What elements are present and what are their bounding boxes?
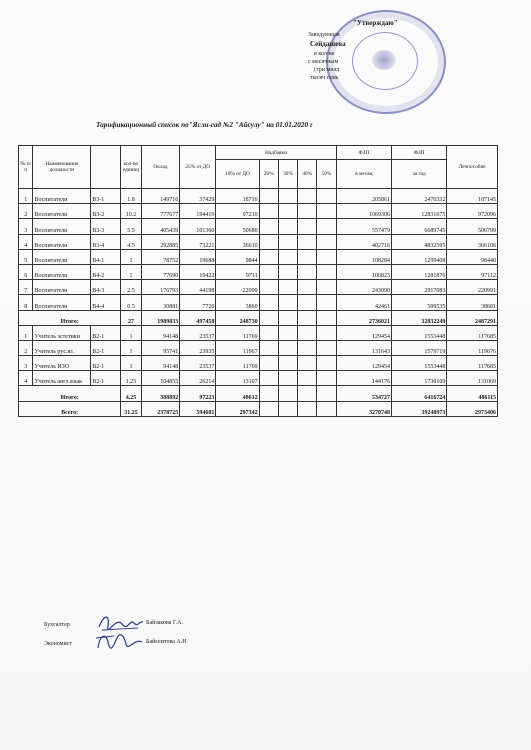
cell-units: 1: [121, 340, 141, 355]
cell-empty: [278, 249, 297, 264]
cell-units: 4.5: [121, 234, 141, 249]
cell-units: 1: [121, 264, 141, 279]
header-p20: 20%: [259, 160, 278, 189]
cell-empty: [317, 356, 336, 371]
cell-p10: 11769: [216, 325, 259, 340]
cell-units: 10.2: [121, 204, 141, 219]
cell-empty: [317, 371, 336, 386]
cell-health: 506799: [447, 219, 498, 234]
cell-category: В3-4: [91, 234, 121, 249]
cell-empty: [317, 401, 336, 416]
cell-fzp-year: 509535: [392, 295, 447, 310]
cell-fzp-month: 243090: [336, 280, 391, 295]
header-fzp-year: ФЗП: [392, 146, 447, 160]
cell-empty: [278, 356, 297, 371]
cell-fzp-year: 6689745: [392, 219, 447, 234]
header-p10: 10% от ДО: [216, 160, 259, 189]
cell-empty: [317, 219, 336, 234]
cell-p25: 19422: [180, 264, 216, 279]
cell-category: В4-2: [91, 264, 121, 279]
approval-line: Сейдашева: [310, 40, 346, 48]
tariff-table: [18, 145, 498, 417]
table-row: [19, 219, 498, 234]
cell-health: 117685: [447, 356, 498, 371]
cell-empty: [278, 371, 297, 386]
cell-position: Учитель эстетики: [33, 325, 91, 340]
cell-units: 2.5: [121, 280, 141, 295]
cell-empty: [278, 219, 297, 234]
cell-empty: [278, 340, 297, 355]
cell-empty: [298, 280, 317, 295]
cell-health: 98440: [447, 249, 498, 264]
cell-fzp-year: 4832595: [392, 234, 447, 249]
cell-empty: [259, 386, 278, 401]
total-label: Всего:: [19, 401, 121, 416]
cell-p10: 22099: [216, 280, 259, 295]
table-row: [19, 340, 498, 355]
cell-fzp-month: 144176: [336, 371, 391, 386]
cell-empty: [259, 310, 278, 325]
header-p40: 40%: [298, 160, 317, 189]
cell-fzp-year: 12831675: [392, 204, 447, 219]
approval-line: Заведующая: [308, 32, 340, 38]
total-p10: 248730: [216, 310, 259, 325]
cell-p10: 18716: [216, 189, 259, 204]
total-p10: 297342: [216, 401, 259, 416]
total-salary: 1989833: [141, 310, 180, 325]
cell-fzp-year: 1299408: [392, 249, 447, 264]
total-units: 27: [121, 310, 141, 325]
accountant-name: Байзакова Г.А.: [146, 620, 184, 626]
cell-position: Воспитатели: [33, 264, 91, 279]
total-health: 2973406: [447, 401, 498, 416]
total-p25: 594681: [180, 401, 216, 416]
cell-fzp-year: 2917083: [392, 280, 447, 295]
cell-category: В4-1: [91, 249, 121, 264]
cell-category: В4-4: [91, 295, 121, 310]
cell-p25: 23935: [180, 340, 216, 355]
total-fzp-month: 2736021: [336, 310, 391, 325]
cell-position: Воспитатели: [33, 204, 91, 219]
cell-position: Воспитатели: [33, 189, 91, 204]
cell-fzp-year: 1730109: [392, 371, 447, 386]
total-health: 486115: [447, 386, 498, 401]
cell-salary: 405439: [141, 219, 180, 234]
cell-empty: [317, 264, 336, 279]
header-p30: 30%: [278, 160, 297, 189]
table-row: [19, 234, 498, 249]
cell-p10: 9844: [216, 249, 259, 264]
header-fzp-year-sub: за год: [392, 160, 447, 189]
cell-empty: [298, 234, 317, 249]
cell-salary: 77690: [141, 264, 180, 279]
cell-empty: [298, 340, 317, 355]
cell-empty: [278, 310, 297, 325]
total-units: 4.25: [121, 386, 141, 401]
cell-p10: 97210: [216, 204, 259, 219]
cell-num: 4: [19, 234, 33, 249]
cell-empty: [317, 310, 336, 325]
cell-health: 131069: [447, 371, 498, 386]
cell-empty: [259, 325, 278, 340]
cell-health: 972096: [447, 204, 498, 219]
total-label: Итого:: [19, 310, 121, 325]
cell-empty: [259, 295, 278, 310]
cell-p10: 11967: [216, 340, 259, 355]
cell-category: В2-1: [91, 356, 121, 371]
cell-position: Воспитатели: [33, 249, 91, 264]
cell-num: 2: [19, 204, 33, 219]
cell-health: 38601: [447, 295, 498, 310]
cell-position: Учитель рус.яз.: [33, 340, 91, 355]
table-row: [19, 280, 498, 295]
cell-empty: [278, 264, 297, 279]
cell-health: 366106: [447, 234, 498, 249]
cell-num: 8: [19, 295, 33, 310]
cell-empty: [317, 189, 336, 204]
cell-empty: [298, 356, 317, 371]
cell-empty: [278, 280, 297, 295]
cell-fzp-month: 402716: [336, 234, 391, 249]
cell-empty: [259, 204, 278, 219]
cell-p25: 37429: [180, 189, 216, 204]
cell-fzp-month: 129454: [336, 356, 391, 371]
total-units: 31.25: [121, 401, 141, 416]
cell-units: 5.5: [121, 219, 141, 234]
total-p25: 497458: [180, 310, 216, 325]
table-row: [19, 204, 498, 219]
cell-empty: [317, 234, 336, 249]
cell-p25: 194419: [180, 204, 216, 219]
cell-num: 1: [19, 189, 33, 204]
cell-category: В3-3: [91, 219, 121, 234]
cell-empty: [298, 295, 317, 310]
cell-category: В2-1: [91, 371, 121, 386]
header-fzp-month-sub: в месяц: [336, 160, 391, 189]
cell-fzp-year: 1553448: [392, 356, 447, 371]
economist-name: Байсеитова А.Н: [146, 639, 187, 645]
cell-empty: [278, 204, 297, 219]
cell-fzp-month: 1069306: [336, 204, 391, 219]
table-row: [19, 371, 498, 386]
cell-empty: [298, 249, 317, 264]
cell-salary: 94148: [141, 356, 180, 371]
cell-fzp-month: 106823: [336, 264, 391, 279]
economist-role: Экономист: [44, 641, 72, 647]
cell-position: Воспитатели: [33, 280, 91, 295]
cell-empty: [259, 249, 278, 264]
cell-empty: [317, 280, 336, 295]
total-salary: 388892: [141, 386, 180, 401]
cell-fzp-month: 108284: [336, 249, 391, 264]
header-position: Наименование должности: [33, 146, 91, 189]
cell-empty: [298, 264, 317, 279]
header-salary: Оклад: [141, 146, 180, 189]
table-row: [19, 249, 498, 264]
total-p25: 97223: [180, 386, 216, 401]
cell-empty: [298, 386, 317, 401]
total-salary: 2378725: [141, 401, 180, 416]
cell-fzp-year: 1553448: [392, 325, 447, 340]
cell-salary: 176793: [141, 280, 180, 295]
table-row: [19, 356, 498, 371]
cell-empty: [259, 280, 278, 295]
cell-p10: 50680: [216, 219, 259, 234]
cell-p10: 13107: [216, 371, 259, 386]
cell-fzp-month: 131643: [336, 340, 391, 355]
header-p25: 25% от ДО: [180, 146, 216, 189]
cell-empty: [259, 219, 278, 234]
cell-empty: [278, 401, 297, 416]
cell-empty: [259, 356, 278, 371]
total-fzp-year: 39248973: [392, 401, 447, 416]
cell-p25: 7720: [180, 295, 216, 310]
header-health: Лечпособие: [447, 146, 498, 189]
total-row: [19, 401, 498, 416]
cell-health: 220991: [447, 280, 498, 295]
cell-empty: [317, 386, 336, 401]
cell-empty: [259, 340, 278, 355]
cell-num: 7: [19, 280, 33, 295]
cell-empty: [298, 204, 317, 219]
cell-position: Воспитатели: [33, 234, 91, 249]
cell-position: Воспитатели: [33, 295, 91, 310]
cell-num: 2: [19, 340, 33, 355]
cell-salary: 94148: [141, 325, 180, 340]
cell-num: 3: [19, 219, 33, 234]
cell-category: В3-2: [91, 204, 121, 219]
cell-empty: [317, 204, 336, 219]
cell-category: В2-1: [91, 325, 121, 340]
total-row: [19, 386, 498, 401]
approval-line: с месячным: [308, 59, 339, 65]
cell-salary: 30881: [141, 295, 180, 310]
total-p10: 48612: [216, 386, 259, 401]
cell-units: 0.5: [121, 295, 141, 310]
cell-empty: [259, 189, 278, 204]
header-units: кол-во единиц: [121, 146, 141, 189]
cell-units: 1.8: [121, 189, 141, 204]
cell-p25: 44198: [180, 280, 216, 295]
cell-empty: [317, 295, 336, 310]
cell-fzp-year: 1579719: [392, 340, 447, 355]
cell-fzp-month: 129454: [336, 325, 391, 340]
cell-units: 1: [121, 356, 141, 371]
cell-empty: [278, 295, 297, 310]
total-row: [19, 310, 498, 325]
approval-line: (три милл: [314, 67, 340, 73]
cell-p10: 36610: [216, 234, 259, 249]
approval-line: в кол-ве: [314, 51, 335, 57]
cell-position: Учитель англ.язык: [33, 371, 91, 386]
cell-fzp-month: 557479: [336, 219, 391, 234]
economist-signature: [94, 630, 146, 654]
cell-health: 117685: [447, 325, 498, 340]
accountant-role: Бухгалтер: [44, 622, 70, 628]
header-p50: 50%: [317, 160, 336, 189]
cell-num: 3: [19, 356, 33, 371]
cell-p25: 19688: [180, 249, 216, 264]
cell-salary: 95741: [141, 340, 180, 355]
cell-empty: [317, 249, 336, 264]
cell-fzp-month: 205861: [336, 189, 391, 204]
cell-p25: 73221: [180, 234, 216, 249]
cell-empty: [317, 325, 336, 340]
cell-position: Учитель ИЗО: [33, 356, 91, 371]
cell-health: 97112: [447, 264, 498, 279]
total-label: Итого:: [19, 386, 121, 401]
total-fzp-month: 3270748: [336, 401, 391, 416]
cell-empty: [317, 340, 336, 355]
cell-num: 6: [19, 264, 33, 279]
cell-num: 4: [19, 371, 33, 386]
total-fzp-year: 6416724: [392, 386, 447, 401]
cell-p25: 101360: [180, 219, 216, 234]
cell-fzp-year: 2470332: [392, 189, 447, 204]
cell-p25: 23537: [180, 356, 216, 371]
total-fzp-year: 32832249: [392, 310, 447, 325]
cell-empty: [278, 386, 297, 401]
total-fzp-month: 534727: [336, 386, 391, 401]
table-row: [19, 264, 498, 279]
cell-num: 5: [19, 249, 33, 264]
cell-salary: 777677: [141, 204, 180, 219]
total-health: 2487291: [447, 310, 498, 325]
cell-empty: [298, 310, 317, 325]
cell-units: 1.25: [121, 371, 141, 386]
cell-p10: 3860: [216, 295, 259, 310]
cell-units: 1: [121, 249, 141, 264]
cell-category: В4-3: [91, 280, 121, 295]
cell-health: 187145: [447, 189, 498, 204]
cell-salary: 149716: [141, 189, 180, 204]
seal-emblem: [372, 50, 396, 70]
cell-position: Воспитатели: [33, 219, 91, 234]
cell-empty: [298, 219, 317, 234]
cell-salary: 292885: [141, 234, 180, 249]
cell-empty: [278, 189, 297, 204]
table-row: [19, 295, 498, 310]
header-fzp-month: ФЗП: [336, 146, 391, 160]
cell-units: 1: [121, 325, 141, 340]
table-row: [19, 189, 498, 204]
header-num: № п/п: [19, 146, 33, 189]
header-allowances: Надбавки: [216, 146, 336, 160]
cell-fzp-month: 42461: [336, 295, 391, 310]
document-title: Тарификационный список по"Ясли-сад №2 "Айсулу" на 01.01.2020 г: [96, 121, 313, 129]
cell-p25: 26214: [180, 371, 216, 386]
cell-fzp-year: 1281876: [392, 264, 447, 279]
cell-category: В2-1: [91, 340, 121, 355]
cell-empty: [298, 371, 317, 386]
cell-category: В3-1: [91, 189, 121, 204]
cell-empty: [259, 401, 278, 416]
cell-health: 119676: [447, 340, 498, 355]
cell-p10: 11769: [216, 356, 259, 371]
cell-empty: [298, 325, 317, 340]
cell-salary: 78752: [141, 249, 180, 264]
cell-num: 1: [19, 325, 33, 340]
cell-empty: [298, 401, 317, 416]
header-category: [91, 146, 121, 189]
table-row: [19, 325, 498, 340]
cell-salary: 104855: [141, 371, 180, 386]
approval-header: "Утверждаю": [353, 19, 398, 27]
cell-empty: [259, 371, 278, 386]
cell-p25: 23537: [180, 325, 216, 340]
cell-p10: 9711: [216, 264, 259, 279]
approval-line: тысяч семь: [310, 75, 339, 81]
cell-empty: [259, 264, 278, 279]
cell-empty: [278, 234, 297, 249]
cell-empty: [278, 325, 297, 340]
cell-empty: [298, 189, 317, 204]
cell-empty: [259, 234, 278, 249]
